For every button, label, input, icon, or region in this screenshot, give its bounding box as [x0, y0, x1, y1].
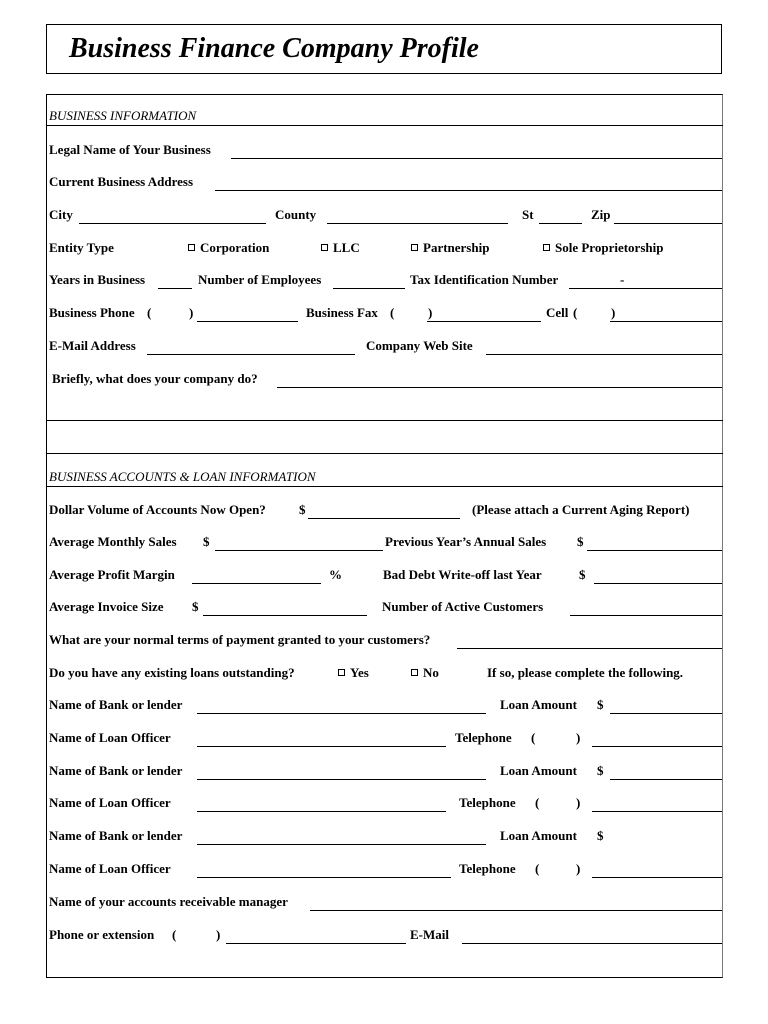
profit-margin-field[interactable]: [192, 583, 321, 584]
city-label: City: [49, 207, 73, 222]
phone-paren-open: (: [147, 305, 152, 320]
cell-label: Cell: [546, 305, 569, 320]
state-field[interactable]: [539, 223, 582, 224]
officer-field[interactable]: [197, 746, 446, 747]
website-label: Company Web Site: [366, 338, 473, 353]
describe-label: Briefly, what does your company do?: [52, 371, 258, 386]
bank-label: Name of Bank or lender: [49, 763, 183, 778]
terms-label: What are your normal terms of payment granted to your customers?: [49, 632, 431, 647]
email-field[interactable]: [462, 943, 722, 944]
telephone-field[interactable]: [592, 746, 722, 747]
employees-label: Number of Employees: [198, 272, 322, 287]
page-title: Business Finance Company Profile: [69, 33, 479, 64]
divider: [46, 486, 723, 487]
fax-label: Business Fax: [306, 305, 378, 320]
tel-paren-open: (: [531, 730, 536, 745]
checkbox-icon[interactable]: [338, 669, 345, 676]
dollar-sign: $: [577, 534, 584, 549]
employees-field[interactable]: [333, 288, 405, 289]
dollar-volume-label: Dollar Volume of Accounts Now Open?: [49, 502, 266, 517]
entity-option-sole-proprietorship[interactable]: [543, 240, 663, 255]
phone-field[interactable]: [197, 321, 298, 322]
tax-id-dash: -: [620, 272, 625, 287]
entity-option-label: Corporation: [200, 240, 270, 255]
city-field[interactable]: [79, 223, 266, 224]
loans-yes-option[interactable]: [338, 665, 369, 680]
email-label: E-Mail Address: [49, 338, 136, 353]
cell-field[interactable]: [610, 321, 722, 322]
invoice-size-label: Average Invoice Size: [49, 599, 164, 614]
entity-option-label: Partnership: [423, 240, 490, 255]
entity-option-partnership[interactable]: [411, 240, 489, 255]
ar-manager-label: Name of your accounts receivable manager: [49, 894, 288, 909]
legal-name-field[interactable]: [231, 158, 722, 159]
fax-paren-close: ): [428, 305, 433, 320]
checkbox-icon[interactable]: [411, 244, 418, 251]
loan-amount-field[interactable]: [610, 779, 722, 780]
loans-no-label: No: [423, 665, 439, 680]
email-field[interactable]: [147, 354, 355, 355]
entity-option-label: LLC: [333, 240, 360, 255]
address-label: Current Business Address: [49, 174, 193, 189]
tel-paren-close: ): [576, 861, 581, 876]
bank-field[interactable]: [197, 713, 486, 714]
tel-paren-close: ): [576, 730, 581, 745]
loan-amount-label: Loan Amount: [500, 697, 577, 712]
entity-option-label: Sole Proprietorship: [555, 240, 664, 255]
bank-field[interactable]: [197, 844, 486, 845]
monthly-sales-label: Average Monthly Sales: [49, 534, 177, 549]
dollar-sign: $: [597, 828, 604, 843]
divider: [46, 420, 723, 421]
section-heading-accounts: BUSINESS ACCOUNTS & LOAN INFORMATION: [49, 469, 316, 484]
email-label: E-Mail: [410, 927, 449, 942]
website-field[interactable]: [486, 354, 722, 355]
bad-debt-label: Bad Debt Write-off last Year: [383, 567, 542, 582]
loans-no-option[interactable]: [411, 665, 439, 680]
checkbox-icon[interactable]: [411, 669, 418, 676]
bank-label: Name of Bank or lender: [49, 828, 183, 843]
ext-paren-open: (: [172, 927, 177, 942]
county-field[interactable]: [327, 223, 508, 224]
tel-paren-close: ): [576, 795, 581, 810]
phone-label: Business Phone: [49, 305, 135, 320]
tel-paren-open: (: [535, 795, 540, 810]
entity-option-corporation[interactable]: [188, 240, 269, 255]
ar-manager-field[interactable]: [310, 910, 722, 911]
dollar-sign: $: [579, 567, 586, 582]
divider: [46, 125, 723, 126]
bank-field[interactable]: [197, 779, 486, 780]
aging-note: (Please attach a Current Aging Report): [472, 502, 690, 517]
annual-sales-label: Previous Year’s Annual Sales: [385, 534, 547, 549]
dollar-sign: $: [203, 534, 210, 549]
years-field[interactable]: [158, 288, 192, 289]
fax-paren-open: (: [390, 305, 395, 320]
dollar-sign: $: [597, 763, 604, 778]
loan-amount-field[interactable]: [610, 713, 722, 714]
county-label: County: [275, 207, 317, 222]
existing-loans-label: Do you have any existing loans outstanding?: [49, 665, 295, 680]
telephone-field[interactable]: [592, 811, 722, 812]
telephone-field[interactable]: [592, 877, 722, 878]
address-field[interactable]: [215, 190, 722, 191]
phone-ext-label: Phone or extension: [49, 927, 155, 942]
officer-field[interactable]: [197, 811, 446, 812]
ext-paren-close: ): [216, 927, 221, 942]
checkbox-icon[interactable]: [543, 244, 550, 251]
annual-sales-field[interactable]: [587, 550, 722, 551]
officer-label: Name of Loan Officer: [49, 730, 171, 745]
loan-amount-label: Loan Amount: [500, 763, 577, 778]
dollar-sign: $: [597, 697, 604, 712]
officer-label: Name of Loan Officer: [49, 861, 171, 876]
dollar-sign: $: [192, 599, 199, 614]
dollar-sign: $: [299, 502, 306, 517]
tax-id-field[interactable]: [569, 288, 722, 289]
tel-paren-open: (: [535, 861, 540, 876]
loans-yes-label: Yes: [350, 665, 369, 680]
zip-field[interactable]: [614, 223, 722, 224]
profit-margin-label: Average Profit Margin: [49, 567, 175, 582]
checkbox-icon[interactable]: [188, 244, 195, 251]
zip-label: Zip: [591, 207, 611, 222]
if-so-note: If so, please complete the following.: [487, 665, 684, 680]
monthly-sales-field[interactable]: [215, 550, 383, 551]
state-label: St: [522, 207, 534, 222]
phone-paren-close: ): [189, 305, 194, 320]
active-customers-field[interactable]: [570, 615, 722, 616]
divider: [46, 453, 723, 454]
percent-sign: %: [329, 567, 342, 582]
cell-paren-close: ): [611, 305, 616, 320]
telephone-label: Telephone: [455, 730, 512, 745]
legal-name-label: Legal Name of Your Business: [49, 142, 211, 157]
fax-field[interactable]: [427, 321, 541, 322]
telephone-label: Telephone: [459, 861, 516, 876]
checkbox-icon[interactable]: [321, 244, 328, 251]
entity-option-llc[interactable]: [321, 240, 360, 255]
entity-type-label: Entity Type: [49, 240, 114, 255]
cell-paren-open: (: [573, 305, 578, 320]
bank-label: Name of Bank or lender: [49, 697, 183, 712]
telephone-label: Telephone: [459, 795, 516, 810]
phone-ext-field[interactable]: [226, 943, 406, 944]
active-customers-label: Number of Active Customers: [382, 599, 544, 614]
years-label: Years in Business: [49, 272, 146, 287]
bad-debt-field[interactable]: [594, 583, 722, 584]
officer-field[interactable]: [197, 877, 451, 878]
dollar-volume-field[interactable]: [308, 518, 460, 519]
title-box: [46, 24, 722, 74]
loan-amount-label: Loan Amount: [500, 828, 577, 843]
section-heading-business-info: BUSINESS INFORMATION: [49, 108, 197, 123]
describe-field[interactable]: [277, 387, 722, 388]
officer-label: Name of Loan Officer: [49, 795, 171, 810]
tax-id-label: Tax Identification Number: [410, 272, 559, 287]
terms-field[interactable]: [457, 648, 722, 649]
invoice-size-field[interactable]: [203, 615, 367, 616]
